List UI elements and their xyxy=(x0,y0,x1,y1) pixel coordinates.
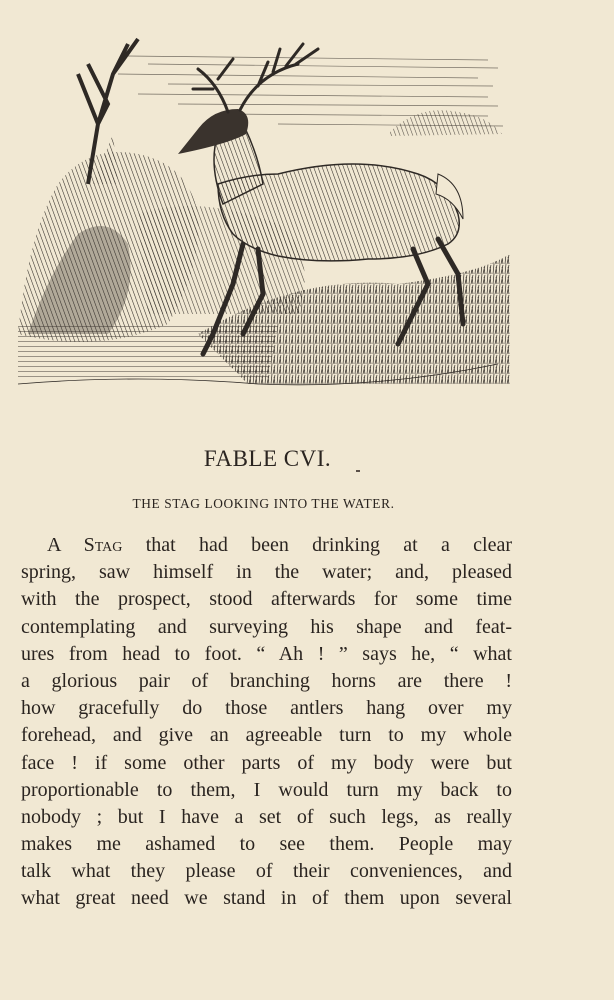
opening-word: A Stag xyxy=(47,534,123,556)
fable-subtitle: THE STAG LOOKING INTO THE WATER. xyxy=(132,496,395,511)
body-line: ures from head to foot. “ Ah ! ” says he, “ what xyxy=(21,642,512,665)
stag-engraving xyxy=(18,34,510,394)
body-line: with the prospect, stood afterwards for some time xyxy=(21,588,512,611)
body-line: contemplating and surveying his shape and feat- xyxy=(21,615,512,638)
ornament-dot xyxy=(356,470,360,472)
body-line: talk what they please of their conveniences, and xyxy=(21,860,512,883)
body-line: spring, saw himself in the water; and, pleased xyxy=(21,561,512,584)
body-line: forehead, and give an agreeable turn to my whole xyxy=(21,724,512,747)
body-line: how gracefully do those antlers hang over my xyxy=(21,697,512,720)
body-line: what great need we stand in of them upon several xyxy=(21,887,512,910)
body-line: a glorious pair of branching horns are there ! xyxy=(21,669,512,692)
fable-title: FABLE CVI. xyxy=(203,446,332,471)
body-line: proportionable to them, I would turn my back to xyxy=(21,778,512,801)
body-line: makes me ashamed to see them. People may xyxy=(21,833,512,856)
body-line: A Stag that had been drinking at a clear xyxy=(47,534,512,556)
body-line: face ! if some other parts of my body were but xyxy=(21,751,512,774)
fable-body xyxy=(21,532,512,913)
body-line: nobody ; but I have a set of such legs, as really xyxy=(21,805,512,828)
